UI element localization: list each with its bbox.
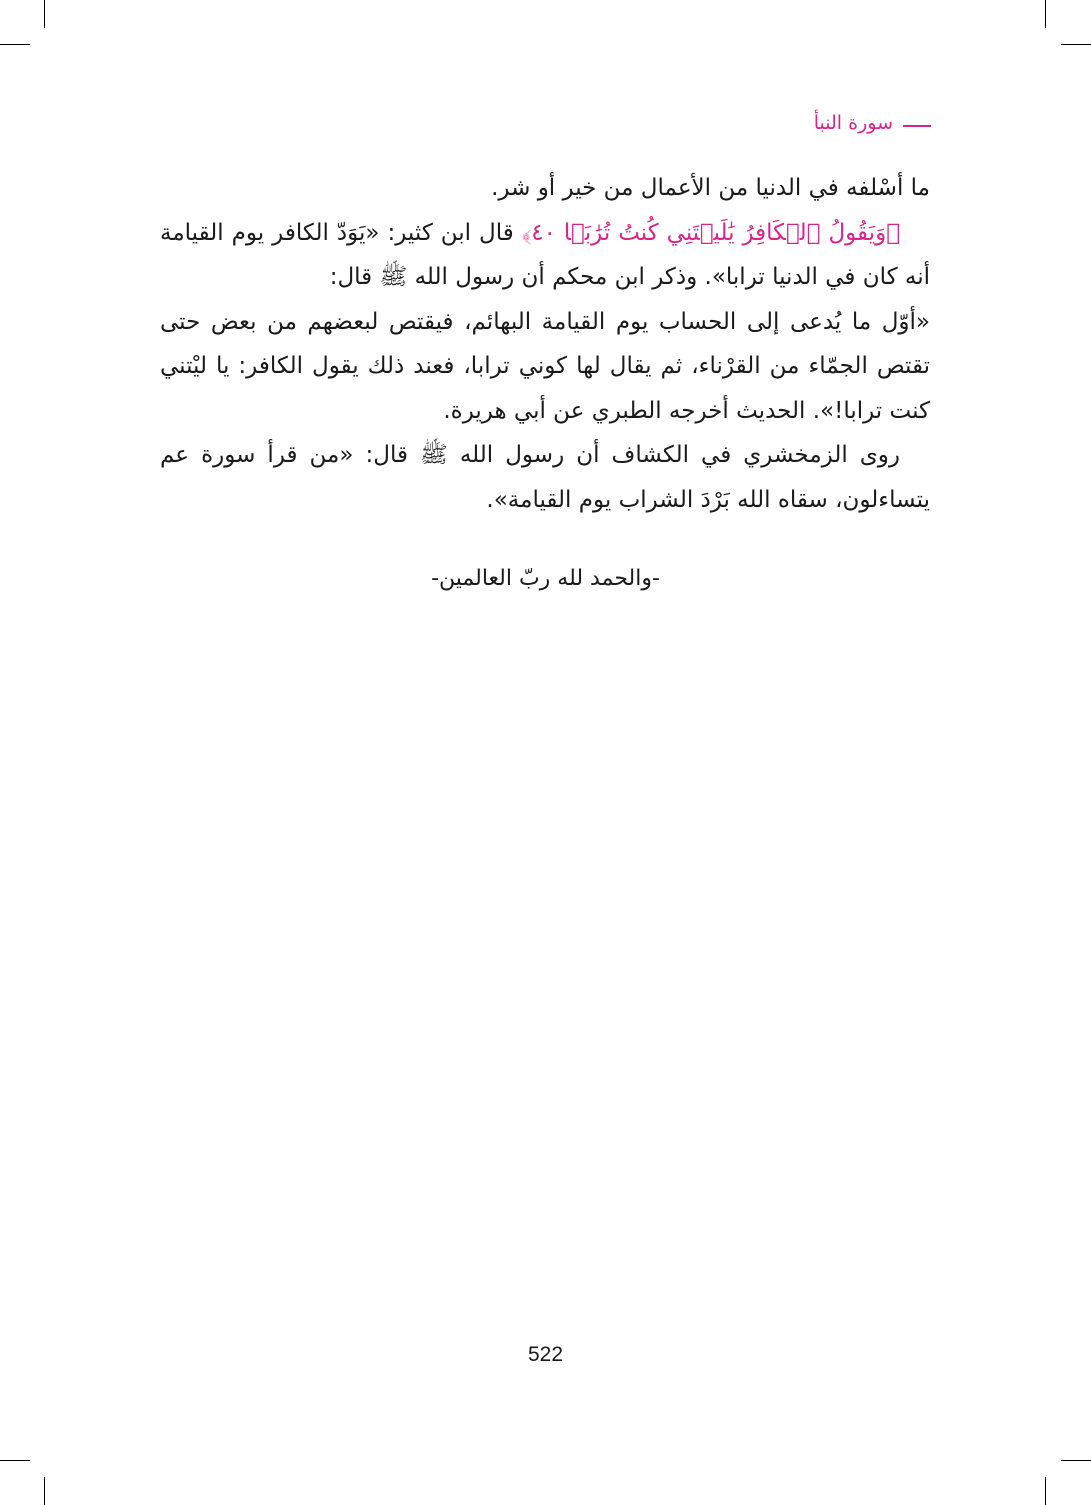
crop-mark (1045, 0, 1046, 28)
paragraph-1: ما أسْلفه في الدنيا من الأعمال من خير أو شر. (491, 175, 930, 201)
page-number: 522 (527, 1343, 564, 1366)
closing-line: -والحمد لله ربّ العالمين- (431, 566, 660, 591)
tafsir-body (160, 166, 930, 522)
crop-mark (0, 44, 30, 45)
crop-mark (44, 0, 45, 28)
paragraph-4: روى الزمخشري في الكشاف أن رسول الله ﷺ قال: «من قرأ سورة عم يتساءلون، سقاه الله بَرْدَ الشراب يوم القيامة». (160, 442, 930, 513)
header-rule (903, 125, 931, 127)
running-header (814, 112, 931, 134)
crop-mark (0, 1460, 30, 1461)
crop-mark (1045, 1477, 1046, 1505)
surah-title: سورة النبأ (813, 112, 893, 134)
quran-verse: ﴿وَيَقُولُ ٱلۡكَافِرُ يَٰلَيۡتَنِي كُنتُ تُرَٰبَۢا ٤٠﴾ (521, 219, 901, 246)
crop-mark (44, 1477, 45, 1505)
crop-mark (1061, 44, 1091, 45)
paragraph-2-text: قال ابن كثير: «يَوَدّ الكافر يوم القيامة أنه كان في الدنيا ترابا». وذكر ابن محكم أن رسول الله ﷺ قال: (160, 219, 930, 290)
paragraph-2 (160, 211, 930, 300)
paragraph-3: «أوّل ما يُدعى إلى الحساب يوم القيامة البهائم، فيقتص لبعضهم من بعض حتى تقتص الجمّاء من القرْناء، ثم يقال لها كوني ترابا، فعند ذلك يقول الكافر: يا ليْتني كنت ترابا!». الحديث أخرجه الطبري عن أبي هريرة. (160, 308, 930, 424)
crop-mark (1061, 1460, 1091, 1461)
